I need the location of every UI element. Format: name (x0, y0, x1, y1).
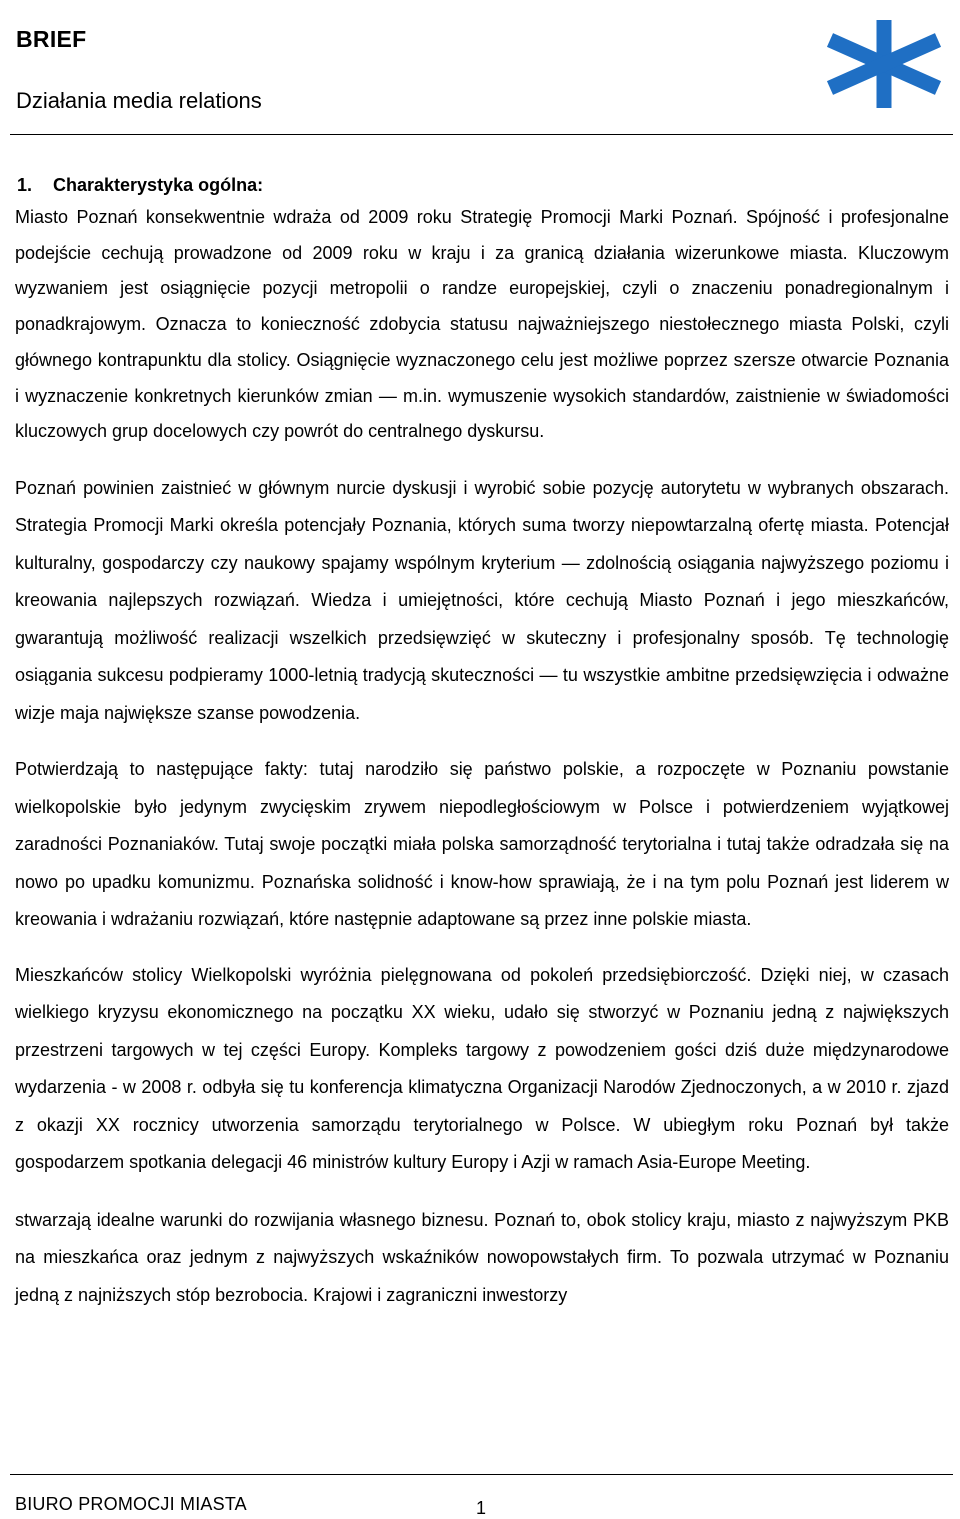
page-number: 1 (476, 1498, 487, 1518)
header-divider (10, 134, 953, 135)
asterisk-logo-icon (818, 18, 950, 110)
footer-divider (10, 1474, 953, 1475)
section-title: Charakterystyka ogólna: (53, 175, 264, 195)
document-header (0, 0, 960, 130)
document-title: BRIEF (16, 26, 87, 52)
document-subtitle: Działania media relations (16, 88, 262, 113)
paragraph-position: Poznań powinien zaistnieć w głównym nurcie dyskusji i wyrobić sobie pozycję autorytetu w wybranych obszarach. Strategia Promocji Marki określa potencjały Poznania, których suma tworzy niepowtarzalną ofertę miasta. Potencjał kulturalny, gospodarczy czy naukowy spajamy wspólnym kryterium — zdolnością osiągania najwyższego poziomu i kreowania najlepszych rozwiązań. Wiedza i umiejętności, które cechują Miasto Poznań i jego mieszkańców, gwarantują możliwość realizacji wszelkich przedsięwzięć w skuteczny i profesjonalny sposób. Tę technologię osiągania sukcesu podpieramy 1000-letnią tradycją skuteczności — tu wszystkie ambitne przedsięwzięcia i odważne wizje maja największe szanse powodzenia. (15, 477, 949, 723)
paragraph-entrepreneurship: Mieszkańców stolicy Wielkopolski wyróżnia pielęgnowana od pokoleń przedsiębiorczość. Dzięki niej, w czasach wielkiego kryzysu ekonomicznego na początku XX wieku, udało się stworzyć w Poznaniu jedną z największych przestrzeni targowych w tej części Europy. Kompleks targowy z powodzeniem gości dziś duże międzynarodowe wydarzenia - w 2008 r. odbyła się tu konferencja klimatyczna Organizacji Narodów Zjednoczonych, a w 2010 r. zjazd z okazji XX rocznicy utworzenia samorządu terytorialnego w Polsce. W ubiegłym roku Poznań był także gospodarzem spotkania delegacji 46 ministrów kultury Europy i Azji w ramach Asia-Europe Meeting. (15, 964, 949, 1173)
document-body (15, 170, 949, 1314)
footer-organization: BIURO PROMOCJI MIASTA (15, 1494, 247, 1514)
section-heading (17, 170, 949, 200)
paragraph-business: stwarzają idealne warunki do rozwijania własnego biznesu. Poznań to, obok stolicy kraju, miasto z najwyższym PKB na mieszkańca oraz jednym z najwyższych wskaźników nowopowstałych firm. To pozwala utrzymać w Poznaniu jedną z najniższych stóp bezrobocia. Krajowi i zagraniczni inwestorzy (15, 1209, 949, 1305)
paragraph-strategy: Miasto Poznań konsekwentnie wdraża od 2009 roku Strategię Promocji Marki Poznań. Spójność i profesjonalne podejście cechują prowadzone od 2009 roku w kraju i za granicą działania wizerunkowe miasta. Kluczowym wyzwaniem jest osiągnięcie pozycji metropolii o randze europejskiej, czyli o znaczeniu ponadregionalnym i ponadkrajowym. Oznacza to konieczność zdobycia statusu najważniejszego niestołecznego miasta Polski, czyli głównego kontrapunktu dla stolicy. Osiągnięcie wyznaczonego celu jest możliwe poprzez szersze otwarcie Poznania i wyznaczenie konkretnych kierunków zmian — m.in. wymuszenie wysokich standardów, zaistnienie w świadomości kluczowych grup docelowych czy powrót do centralnego dyskursu. (15, 207, 949, 442)
paragraph-facts: Potwierdzają to następujące fakty: tutaj narodziło się państwo polskie, a rozpoczęte w Poznaniu powstanie wielkopolskie było jedynym zwycięskim zrywem niepodległościowym w Polsce i potwierdzeniem wyjątkowej zaradności Poznaniaków. Tutaj swoje początki miała polska samorządność terytorialna i tutaj także odradzała się na nowo po upadku komunizmu. Poznańska solidność i know-how sprawiają, że i na tym polu Poznań jest liderem w kreowania i wdrażaniu rozwiązań, które następnie adaptowane są przez inne polskie miasta. (15, 759, 949, 930)
section-number: 1. (17, 175, 33, 195)
